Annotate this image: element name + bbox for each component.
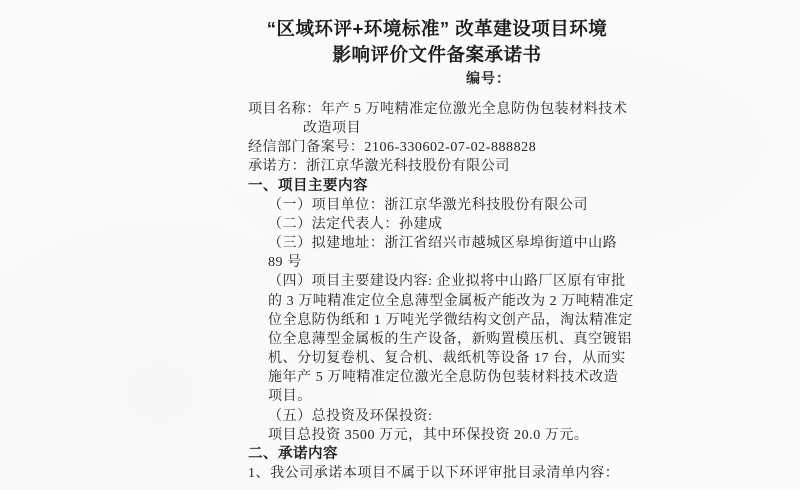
doc-line-project-name-wrap: 改造项目 <box>303 121 362 137</box>
doc-line-investment-label: （五）总投资及环保投资: <box>268 408 433 424</box>
serial-number-label: 编号： <box>466 72 511 87</box>
doc-line-commitment-1: 1、我公司承诺本项目不属于以下环评审批目录清单内容： <box>248 465 620 481</box>
section-heading-2: 二、承诺内容 <box>248 445 338 462</box>
doc-line-investment-value: 项目总投资 3500 万元，其中环保投资 20.0 万元。 <box>268 427 589 443</box>
doc-line-filing-number: 经信部门备案号：2106-330602-07-02-888828 <box>248 140 537 156</box>
doc-line-legal-rep: （二）法定代表人：孙建成 <box>268 216 443 232</box>
document-body <box>248 100 634 483</box>
doc-line-project-name: 项目名称：年产 5 万吨精准定位激光全息防伪包装材料技术 <box>248 102 628 117</box>
document-title <box>248 16 626 68</box>
doc-line-address: （三）拟建地址：浙江省绍兴市越城区皋埠街道中山路 <box>268 236 618 252</box>
doc-line-construction-1: （四）项目主要建设内容: 企业拟将中山路厂区原有审批 <box>268 274 626 290</box>
doc-line-address-wrap: 89 号 <box>268 255 302 271</box>
document-title-line2: 影响评价文件备案承诺书 <box>332 44 542 65</box>
document-title-line1: “区域环评+环境标准” 改革建设项目环境 <box>266 18 608 39</box>
document-content <box>248 16 634 483</box>
section-heading-1: 一、项目主要内容 <box>248 177 368 194</box>
doc-line-construction-7: 项目。 <box>268 389 312 405</box>
doc-line-construction-3: 位全息防伪纸和 1 万吨光学微结构文创产品，淘汰精准定 <box>268 312 633 328</box>
doc-line-construction-2: 的 3 万吨精准定位全息薄型金属板产能改为 2 万吨精准定 <box>268 293 634 309</box>
doc-line-promisor: 承诺方：浙江京华激光科技股份有限公司 <box>248 159 510 175</box>
doc-line-project-unit: （一）项目单位：浙江京华激光科技股份有限公司 <box>268 197 589 213</box>
doc-line-construction-6: 施年产 5 万吨精准定位激光全息防伪包装材料技术改造 <box>268 370 619 386</box>
doc-line-construction-4: 位全息薄型金属板的生产设备，新购置模压机、真空镀铝 <box>268 331 632 347</box>
doc-line-construction-5: 机、分切复卷机、复合机、裁纸机等设备 17 台，从而实 <box>268 351 626 367</box>
